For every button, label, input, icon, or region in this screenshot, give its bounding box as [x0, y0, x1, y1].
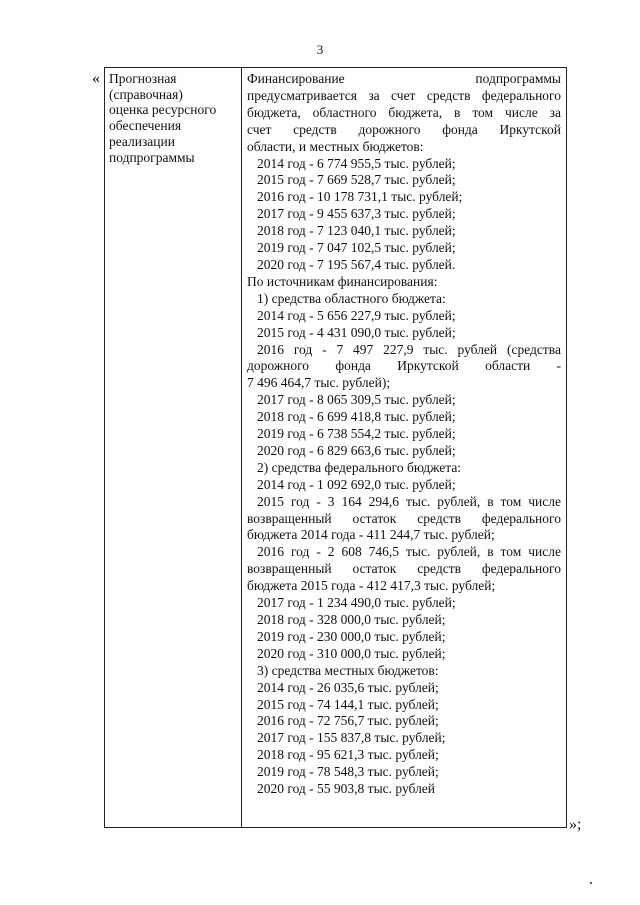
- total-year-line: 2014 год - 6 774 955,5 тыс. рублей;: [257, 155, 456, 171]
- federal-2016-line: возвращенный остаток средств федерального: [247, 561, 561, 577]
- intro-line: счет средств дорожного фонда Иркутской: [247, 121, 561, 137]
- federal-budget-heading: 2) средства федерального бюджета:: [257, 459, 462, 475]
- local-budget-heading: 3) средства местных бюджетов:: [257, 662, 439, 678]
- row-label-line: реализации: [109, 133, 175, 149]
- local-year-line: 2019 год - 78 548,3 тыс. рублей;: [257, 764, 439, 780]
- local-year-line: 2015 год - 74 144,1 тыс. рублей;: [257, 696, 439, 712]
- intro-line: области, и местных бюджетов:: [247, 138, 424, 154]
- federal-2016-line: 2016 год - 2 608 746,5 тыс. рублей, в том числе: [257, 544, 561, 560]
- local-year-line: 2016 год - 72 756,7 тыс. рублей;: [257, 713, 439, 729]
- regional-year-line: 2018 год - 6 699 418,8 тыс. рублей;: [257, 409, 456, 425]
- row-label-line: оценка ресурсного: [109, 102, 217, 118]
- row-label-line: подпрограммы: [109, 149, 195, 165]
- row-label-cell: [109, 71, 237, 165]
- intro-line: Финансирование подпрограммы: [247, 71, 561, 86]
- regional-year-line: 2015 год - 4 431 090,0 тыс. рублей;: [257, 324, 456, 340]
- regional-2016-line: дорожного фонда Иркутской области -: [247, 358, 561, 374]
- regional-year-line: 2020 год - 6 829 663,6 тыс. рублей;: [257, 442, 456, 458]
- closing-quote: »;: [569, 816, 582, 833]
- financing-text-cell: [247, 71, 561, 798]
- regional-2016-line: 2016 год - 7 497 227,9 тыс. рублей (средства: [257, 341, 561, 357]
- federal-2015-line: 2015 год - 3 164 294,6 тыс. рублей, в том числе: [257, 493, 561, 509]
- local-year-line: 2014 год - 26 035,6 тыс. рублей;: [257, 679, 439, 695]
- federal-year-line: 2017 год - 1 234 490,0 тыс. рублей;: [257, 595, 456, 611]
- regional-2016-line: 7 496 464,7 тыс. рублей);: [247, 375, 391, 391]
- sources-heading: По источникам финансирования:: [247, 273, 438, 289]
- total-year-line: 2018 год - 7 123 040,1 тыс. рублей;: [257, 223, 456, 239]
- column-divider: [241, 68, 242, 827]
- opening-quote: «: [92, 70, 100, 87]
- federal-year-line: 2019 год - 230 000,0 тыс. рублей;: [257, 628, 446, 644]
- regional-budget-heading: 1) средства областного бюджета:: [257, 290, 446, 306]
- page-number: 3: [316, 42, 324, 57]
- row-label-line: Прогнозная: [109, 71, 177, 86]
- federal-year-line: 2020 год - 310 000,0 тыс. рублей;: [257, 645, 446, 661]
- regional-year-line: 2019 год - 6 738 554,2 тыс. рублей;: [257, 426, 456, 442]
- total-year-line: 2015 год - 7 669 528,7 тыс. рублей;: [257, 172, 456, 188]
- federal-2016-line: бюджета 2015 года - 412 417,3 тыс. рублей;: [247, 578, 496, 594]
- intro-line: бюджета, областного бюджета, в том числе за: [247, 104, 561, 120]
- resource-table: [104, 67, 567, 828]
- intro-line: предусматривается за счет средств федерального: [247, 87, 561, 103]
- total-year-line: 2017 год - 9 455 637,3 тыс. рублей;: [257, 206, 456, 222]
- federal-year-line: 2014 год - 1 092 692,0 тыс. рублей;: [257, 476, 456, 492]
- scan-speck: [590, 882, 592, 884]
- federal-year-line: 2018 год - 328 000,0 тыс. рублей;: [257, 612, 446, 627]
- local-year-line: 2020 год - 55 903,8 тыс. рублей: [257, 781, 436, 797]
- row-label-line: (справочная): [109, 86, 183, 102]
- regional-year-line: 2014 год - 5 656 227,9 тыс. рублей;: [257, 307, 456, 323]
- row-label-line: обеспечения: [109, 118, 182, 134]
- local-year-line: 2018 год - 95 621,3 тыс. рублей;: [257, 747, 439, 763]
- regional-year-line: 2017 год - 8 065 309,5 тыс. рублей;: [257, 392, 456, 408]
- local-year-line: 2017 год - 155 837,8 тыс. рублей;: [257, 730, 446, 746]
- total-year-line: 2019 год - 7 047 102,5 тыс. рублей;: [257, 240, 456, 256]
- total-year-line: 2016 год - 10 178 731,1 тыс. рублей;: [257, 189, 463, 205]
- federal-2015-line: возвращенный остаток средств федерального: [247, 510, 561, 526]
- total-year-line: 2020 год - 7 195 567,4 тыс. рублей.: [257, 256, 456, 272]
- federal-2015-line: бюджета 2014 года - 411 244,7 тыс. рублей;: [247, 527, 495, 543]
